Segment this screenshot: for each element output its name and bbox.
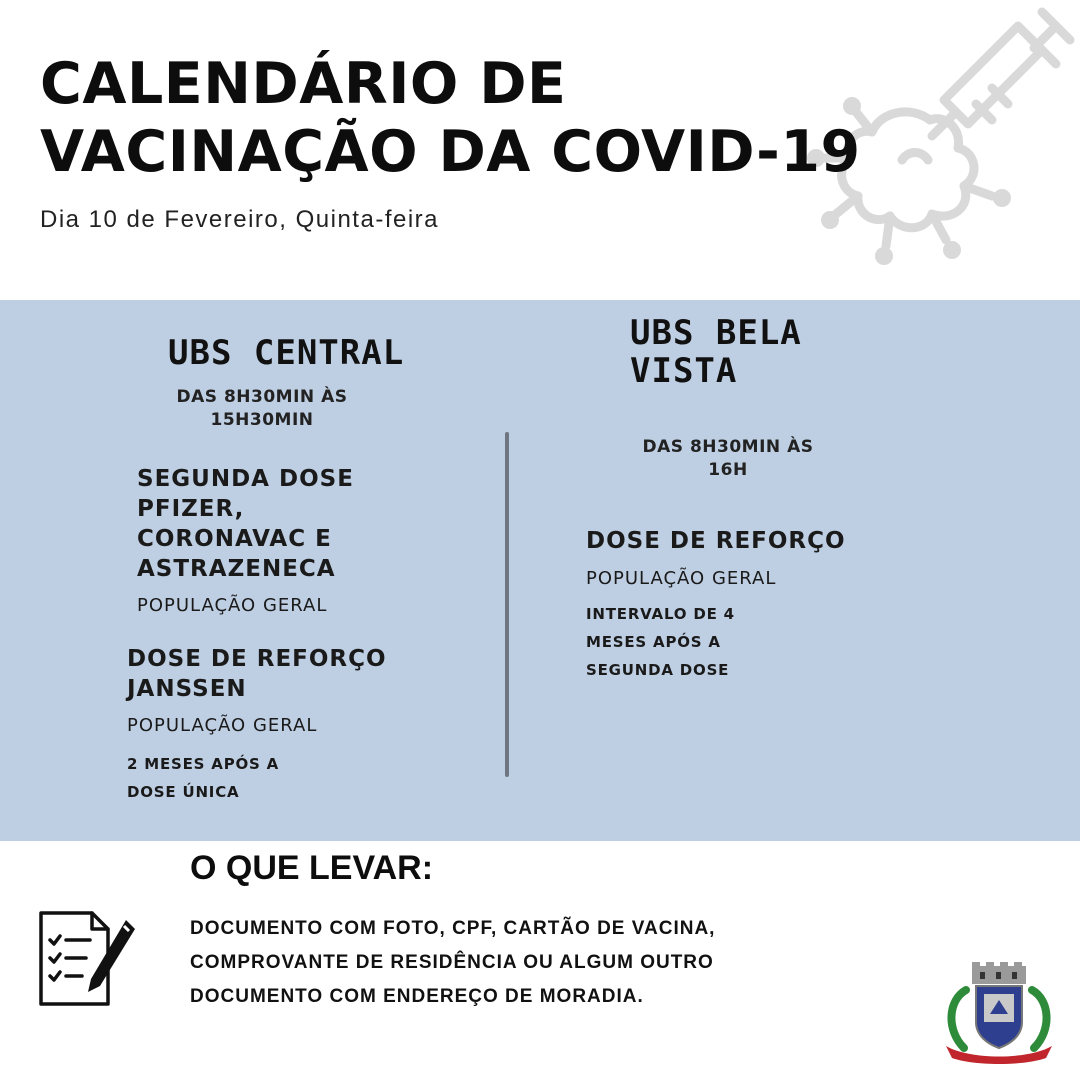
heading-line: ASTRAZENECA — [137, 556, 336, 582]
note-line: SEGUNDA DOSE — [586, 661, 730, 679]
ubs-bela-vista-hours-line-2: 16H — [708, 460, 748, 480]
ubs-central-hours-line-2: 15H30MIN — [210, 410, 314, 430]
ubs-bela-vista-hours — [618, 436, 838, 482]
heading-line: CORONAVAC E — [137, 526, 332, 552]
bring-line: COMPROVANTE DE RESIDÊNCIA OU ALGUM OUTRO — [190, 952, 714, 973]
ubs-central-booster-heading — [127, 644, 387, 704]
checklist-pen-icon — [38, 910, 138, 1008]
heading-line: PFIZER, — [137, 496, 245, 522]
what-to-bring-title: O QUE LEVAR: — [190, 849, 434, 887]
municipal-coat-of-arms-icon — [940, 960, 1058, 1066]
ubs-central-second-dose-audience: POPULAÇÃO GERAL — [137, 595, 328, 616]
ubs-bela-vista-booster-note — [586, 600, 735, 684]
ubs-central-booster-audience: POPULAÇÃO GERAL — [127, 715, 318, 736]
column-divider — [505, 432, 509, 777]
ubs-central-title: UBS CENTRAL — [168, 333, 405, 373]
heading-line: DOSE DE REFORÇO — [127, 646, 387, 672]
title-line-2: VACINAÇÃO DA COVID-19 — [40, 119, 861, 185]
bring-line: DOCUMENTO COM FOTO, CPF, CARTÃO DE VACINA, — [190, 918, 716, 939]
ubs-central-hours — [152, 386, 372, 432]
date-subtitle: Dia 10 de Fevereiro, Quinta-feira — [40, 206, 439, 233]
note-line: DOSE ÚNICA — [127, 783, 240, 801]
title-line: UBS BELA — [630, 313, 802, 353]
ubs-bela-vista-booster-audience: POPULAÇÃO GERAL — [586, 568, 777, 589]
note-line: MESES APÓS A — [586, 633, 721, 651]
ubs-bela-vista-title — [630, 314, 802, 390]
bring-line: DOCUMENTO COM ENDEREÇO DE MORADIA. — [190, 986, 644, 1007]
title-line: VISTA — [630, 351, 738, 391]
what-to-bring-list — [190, 912, 715, 1014]
ubs-bela-vista-hours-line-1: DAS 8H30MIN ÀS — [642, 437, 814, 457]
ubs-central-booster-note — [127, 750, 279, 806]
title-line-1: CALENDÁRIO DE — [40, 51, 567, 117]
note-line: INTERVALO DE 4 — [586, 605, 735, 623]
note-line: 2 MESES APÓS A — [127, 755, 280, 773]
heading-line: JANSSEN — [127, 676, 247, 702]
ubs-central-second-dose-heading — [137, 464, 354, 584]
page-title — [40, 50, 861, 186]
heading-line: SEGUNDA DOSE — [137, 466, 354, 492]
ubs-bela-vista-booster-heading: DOSE DE REFORÇO — [586, 528, 846, 554]
ubs-central-hours-line-1: DAS 8H30MIN ÀS — [176, 387, 348, 407]
